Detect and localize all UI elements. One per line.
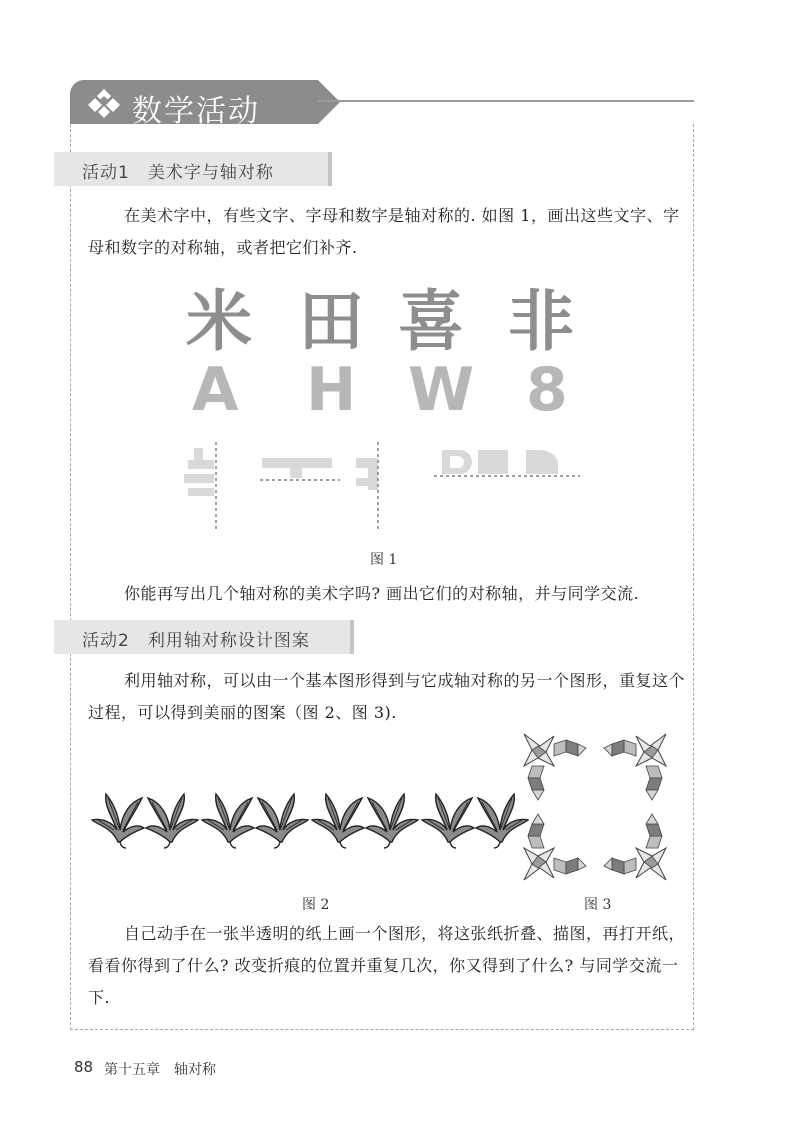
art-letter-h: H [306, 355, 357, 425]
activity2-intro: 利用轴对称，可以由一个基本图形得到与它成轴对称的另一个图形，重复这个过程，可以得到美丽的图案（图 2、图 3). [88, 671, 686, 722]
art-char-fei: 非 [508, 283, 574, 360]
page-title: 数学活动 [132, 94, 260, 129]
diamond-pattern-icon [86, 87, 122, 119]
activity2-task: 自己动手在一张半透明的纸上画一个图形，将这张纸折叠、描图，再打开纸，看看你得到了什么? 改变折痕的位置并重复几次，你又得到了什么? 与同学交流一下. [88, 924, 686, 1007]
figure1-caption: 图 1 [370, 552, 398, 568]
art-letter-a: A [192, 355, 239, 425]
page-number: 88 [74, 1058, 94, 1076]
half-glyphs-figure [180, 440, 600, 540]
corner-frame-figure [520, 732, 670, 882]
chapter-title: 第十五章 轴对称 [104, 1062, 216, 1078]
activity1-question: 你能再写出几个轴对称的美术字吗? 画出它们的对称轴，并与同学交流. [124, 584, 640, 603]
activity1-header: 活动1 美术字与轴对称 [54, 152, 332, 186]
activity2-header: 活动2 利用轴对称设计图案 [54, 620, 354, 654]
art-char-tian: 田 [298, 283, 364, 360]
figure2-caption: 图 2 [302, 897, 330, 913]
art-char-mi: 米 [186, 283, 252, 360]
lily-frieze-figure [90, 790, 530, 850]
art-digit-8: 8 [526, 355, 568, 425]
header-tab-edge [318, 80, 340, 124]
figure3-caption: 图 3 [584, 897, 612, 913]
activity1-intro: 在美术字中，有些文字、字母和数字是轴对称的. 如图 1，画出这些文字、字母和数字的对称轴，或者把它们补齐. [88, 206, 680, 257]
art-char-xi: 喜 [398, 283, 464, 360]
art-letter-w: W [408, 355, 475, 425]
header-rule [318, 100, 694, 102]
